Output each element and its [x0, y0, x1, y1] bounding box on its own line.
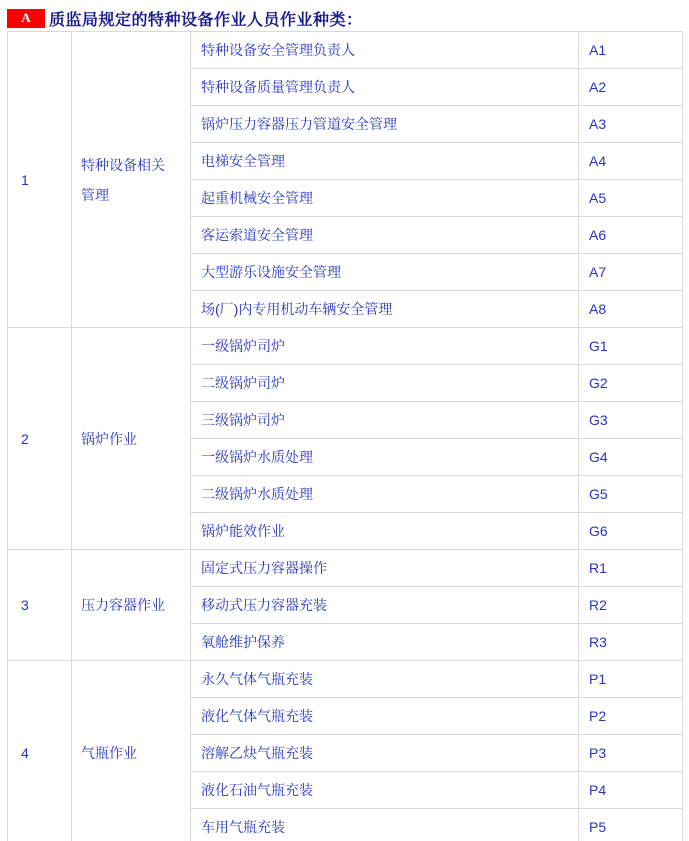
job-code-cell: G4 [579, 439, 683, 476]
job-name-cell: 溶解乙炔气瓶充装 [191, 735, 579, 772]
table-row [8, 661, 683, 698]
job-name-cell: 大型游乐设施安全管理 [191, 254, 579, 291]
job-code-cell: G5 [579, 476, 683, 513]
job-code-cell: A7 [579, 254, 683, 291]
job-name-cell: 车用气瓶充装 [191, 809, 579, 841]
job-name-cell: 场(厂)内专用机动车辆安全管理 [191, 291, 579, 328]
section-letter-badge: A [7, 9, 45, 28]
page [0, 8, 689, 841]
job-code-cell: P1 [579, 661, 683, 698]
job-code-cell: P5 [579, 809, 683, 841]
page-header [7, 8, 689, 28]
section-category-cell: 气瓶作业 [72, 661, 191, 841]
job-code-cell: G1 [579, 328, 683, 365]
job-name-cell: 固定式压力容器操作 [191, 550, 579, 587]
job-code-cell: R1 [579, 550, 683, 587]
job-code-cell: P2 [579, 698, 683, 735]
job-code-cell: A3 [579, 106, 683, 143]
section-category-cell: 压力容器作业 [72, 550, 191, 661]
job-name-cell: 移动式压力容器充装 [191, 587, 579, 624]
page-title: 质监局规定的特种设备作业人员作业种类： [49, 11, 363, 29]
job-code-cell: A2 [579, 69, 683, 106]
section-number-cell: 3 [8, 550, 72, 661]
job-code-cell: G6 [579, 513, 683, 550]
section-category-cell: 特种设备相关管理 [72, 32, 191, 328]
job-name-cell: 客运索道安全管理 [191, 217, 579, 254]
job-code-cell: A1 [579, 32, 683, 69]
special-equipment-jobs-table [7, 31, 683, 841]
table-row [8, 328, 683, 365]
jobs-table-body [8, 32, 683, 841]
section-category-cell: 锅炉作业 [72, 328, 191, 550]
table-row [8, 32, 683, 69]
job-code-cell: P3 [579, 735, 683, 772]
job-name-cell: 永久气体气瓶充装 [191, 661, 579, 698]
job-code-cell: A5 [579, 180, 683, 217]
job-code-cell: G2 [579, 365, 683, 402]
job-name-cell: 二级锅炉司炉 [191, 365, 579, 402]
table-row [8, 550, 683, 587]
job-name-cell: 液化石油气瓶充装 [191, 772, 579, 809]
job-name-cell: 锅炉压力容器压力管道安全管理 [191, 106, 579, 143]
job-name-cell: 二级锅炉水质处理 [191, 476, 579, 513]
job-name-cell: 特种设备安全管理负责人 [191, 32, 579, 69]
job-name-cell: 起重机械安全管理 [191, 180, 579, 217]
job-name-cell: 一级锅炉司炉 [191, 328, 579, 365]
job-code-cell: G3 [579, 402, 683, 439]
job-code-cell: A4 [579, 143, 683, 180]
section-number-cell: 4 [8, 661, 72, 841]
job-name-cell: 三级锅炉司炉 [191, 402, 579, 439]
job-code-cell: P4 [579, 772, 683, 809]
job-name-cell: 特种设备质量管理负责人 [191, 69, 579, 106]
job-name-cell: 电梯安全管理 [191, 143, 579, 180]
job-code-cell: A8 [579, 291, 683, 328]
section-number-cell: 1 [8, 32, 72, 328]
job-name-cell: 氧舱维护保养 [191, 624, 579, 661]
job-code-cell: R3 [579, 624, 683, 661]
job-name-cell: 锅炉能效作业 [191, 513, 579, 550]
job-code-cell: A6 [579, 217, 683, 254]
section-number-cell: 2 [8, 328, 72, 550]
job-name-cell: 一级锅炉水质处理 [191, 439, 579, 476]
job-code-cell: R2 [579, 587, 683, 624]
job-name-cell: 液化气体气瓶充装 [191, 698, 579, 735]
